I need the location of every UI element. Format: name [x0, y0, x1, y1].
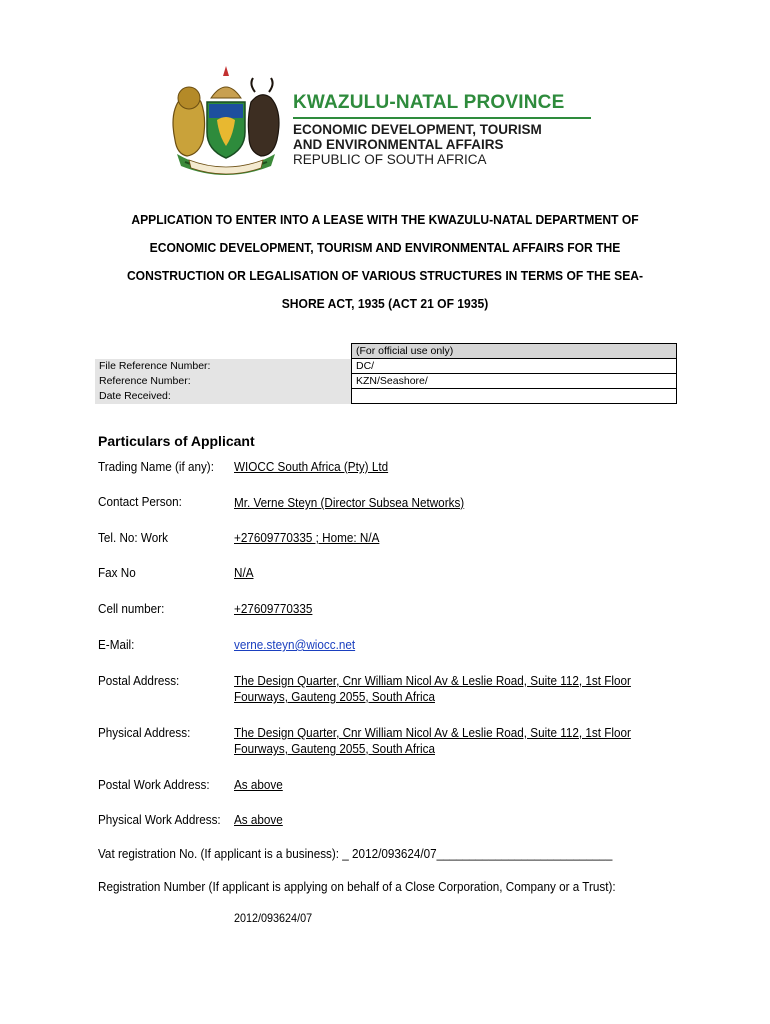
country-name: REPUBLIC OF SOUTH AFRICA	[293, 152, 487, 167]
file-reference-label: File Reference Number:	[95, 359, 352, 374]
file-reference-value[interactable]: DC/	[352, 359, 677, 374]
title-line-2: ECONOMIC DEVELOPMENT, TOURISM AND ENVIRONMENTAL AFFAIRS FOR THE	[149, 240, 621, 255]
vat-registration[interactable]: Vat registration No. (If applicant is a business): _ 2012/093624/07___________________________	[98, 846, 613, 861]
section-title: Particulars of Applicant	[98, 433, 255, 449]
table-row	[95, 389, 677, 404]
trading-name-label: Trading Name (if any):	[98, 459, 214, 474]
physical-address-value[interactable]	[234, 725, 631, 757]
registration-number-value[interactable]: 2012/093624/07	[234, 911, 313, 925]
tel-value[interactable]: +27609770335 ; Home: N/A	[234, 530, 380, 545]
email-link[interactable]: verne.steyn@wiocc.net	[234, 637, 356, 652]
official-use-header: (For official use only)	[352, 344, 677, 359]
postal-address-line-2: Fourways, Gauteng 2055, South Africa	[234, 689, 435, 704]
official-use-table	[95, 343, 677, 404]
tel-label: Tel. No: Work	[98, 530, 169, 545]
title-line-1: APPLICATION TO ENTER INTO A LEASE WITH THE KWAZULU-NATAL DEPARTMENT OF	[131, 212, 639, 227]
department-name	[293, 122, 542, 152]
email-label: E-Mail:	[98, 637, 135, 652]
department-line-1: ECONOMIC DEVELOPMENT, TOURISM	[293, 122, 542, 137]
physical-address-line-2: Fourways, Gauteng 2055, South Africa	[234, 741, 435, 756]
physical-work-address-label: Physical Work Address:	[98, 812, 221, 827]
physical-address-line-1: The Design Quarter, Cnr William Nicol Av & Leslie Road, Suite 112, 1st Floor	[234, 725, 631, 740]
cell-value[interactable]: +27609770335	[234, 601, 313, 616]
department-line-2: AND ENVIRONMENTAL AFFAIRS	[293, 137, 504, 152]
reference-number-label: Reference Number:	[95, 374, 352, 389]
postal-address-value[interactable]	[234, 673, 631, 705]
province-name: KWAZULU-NATAL PROVINCE	[293, 92, 565, 113]
date-received-label: Date Received:	[95, 389, 352, 404]
postal-work-address-value[interactable]: As above	[234, 777, 283, 792]
table-row	[95, 374, 677, 389]
trading-name-value[interactable]: WIOCC South Africa (Pty) Ltd	[234, 459, 389, 474]
coat-of-arms-logo	[163, 62, 289, 180]
document-title	[120, 206, 650, 318]
postal-address-line-1: The Design Quarter, Cnr William Nicol Av & Leslie Road, Suite 112, 1st Floor	[234, 673, 631, 688]
header-divider	[293, 117, 591, 119]
physical-work-address-value[interactable]: As above	[234, 812, 283, 827]
contact-person-value[interactable]: Mr. Verne Steyn (Director Subsea Networks)	[234, 495, 465, 510]
title-line-3: CONSTRUCTION OR LEGALISATION OF VARIOUS STRUCTURES IN TERMS OF THE SEA-	[126, 268, 644, 283]
contact-person-label: Contact Person:	[98, 494, 182, 509]
postal-work-address-label: Postal Work Address:	[98, 777, 210, 792]
fax-label: Fax No	[98, 565, 136, 580]
table-row	[95, 359, 677, 374]
title-line-4: SHORE ACT, 1935 (ACT 21 OF 1935)	[281, 296, 489, 311]
cell-label: Cell number:	[98, 601, 165, 616]
fax-value[interactable]: N/A	[234, 565, 254, 580]
registration-number-label: Registration Number (If applicant is applying on behalf of a Close Corporation, Company or a Trust):	[98, 879, 616, 894]
physical-address-label: Physical Address:	[98, 725, 191, 740]
reference-number-value[interactable]: KZN/Seashore/	[352, 374, 677, 389]
date-received-value[interactable]	[352, 389, 677, 404]
postal-address-label: Postal Address:	[98, 673, 180, 688]
